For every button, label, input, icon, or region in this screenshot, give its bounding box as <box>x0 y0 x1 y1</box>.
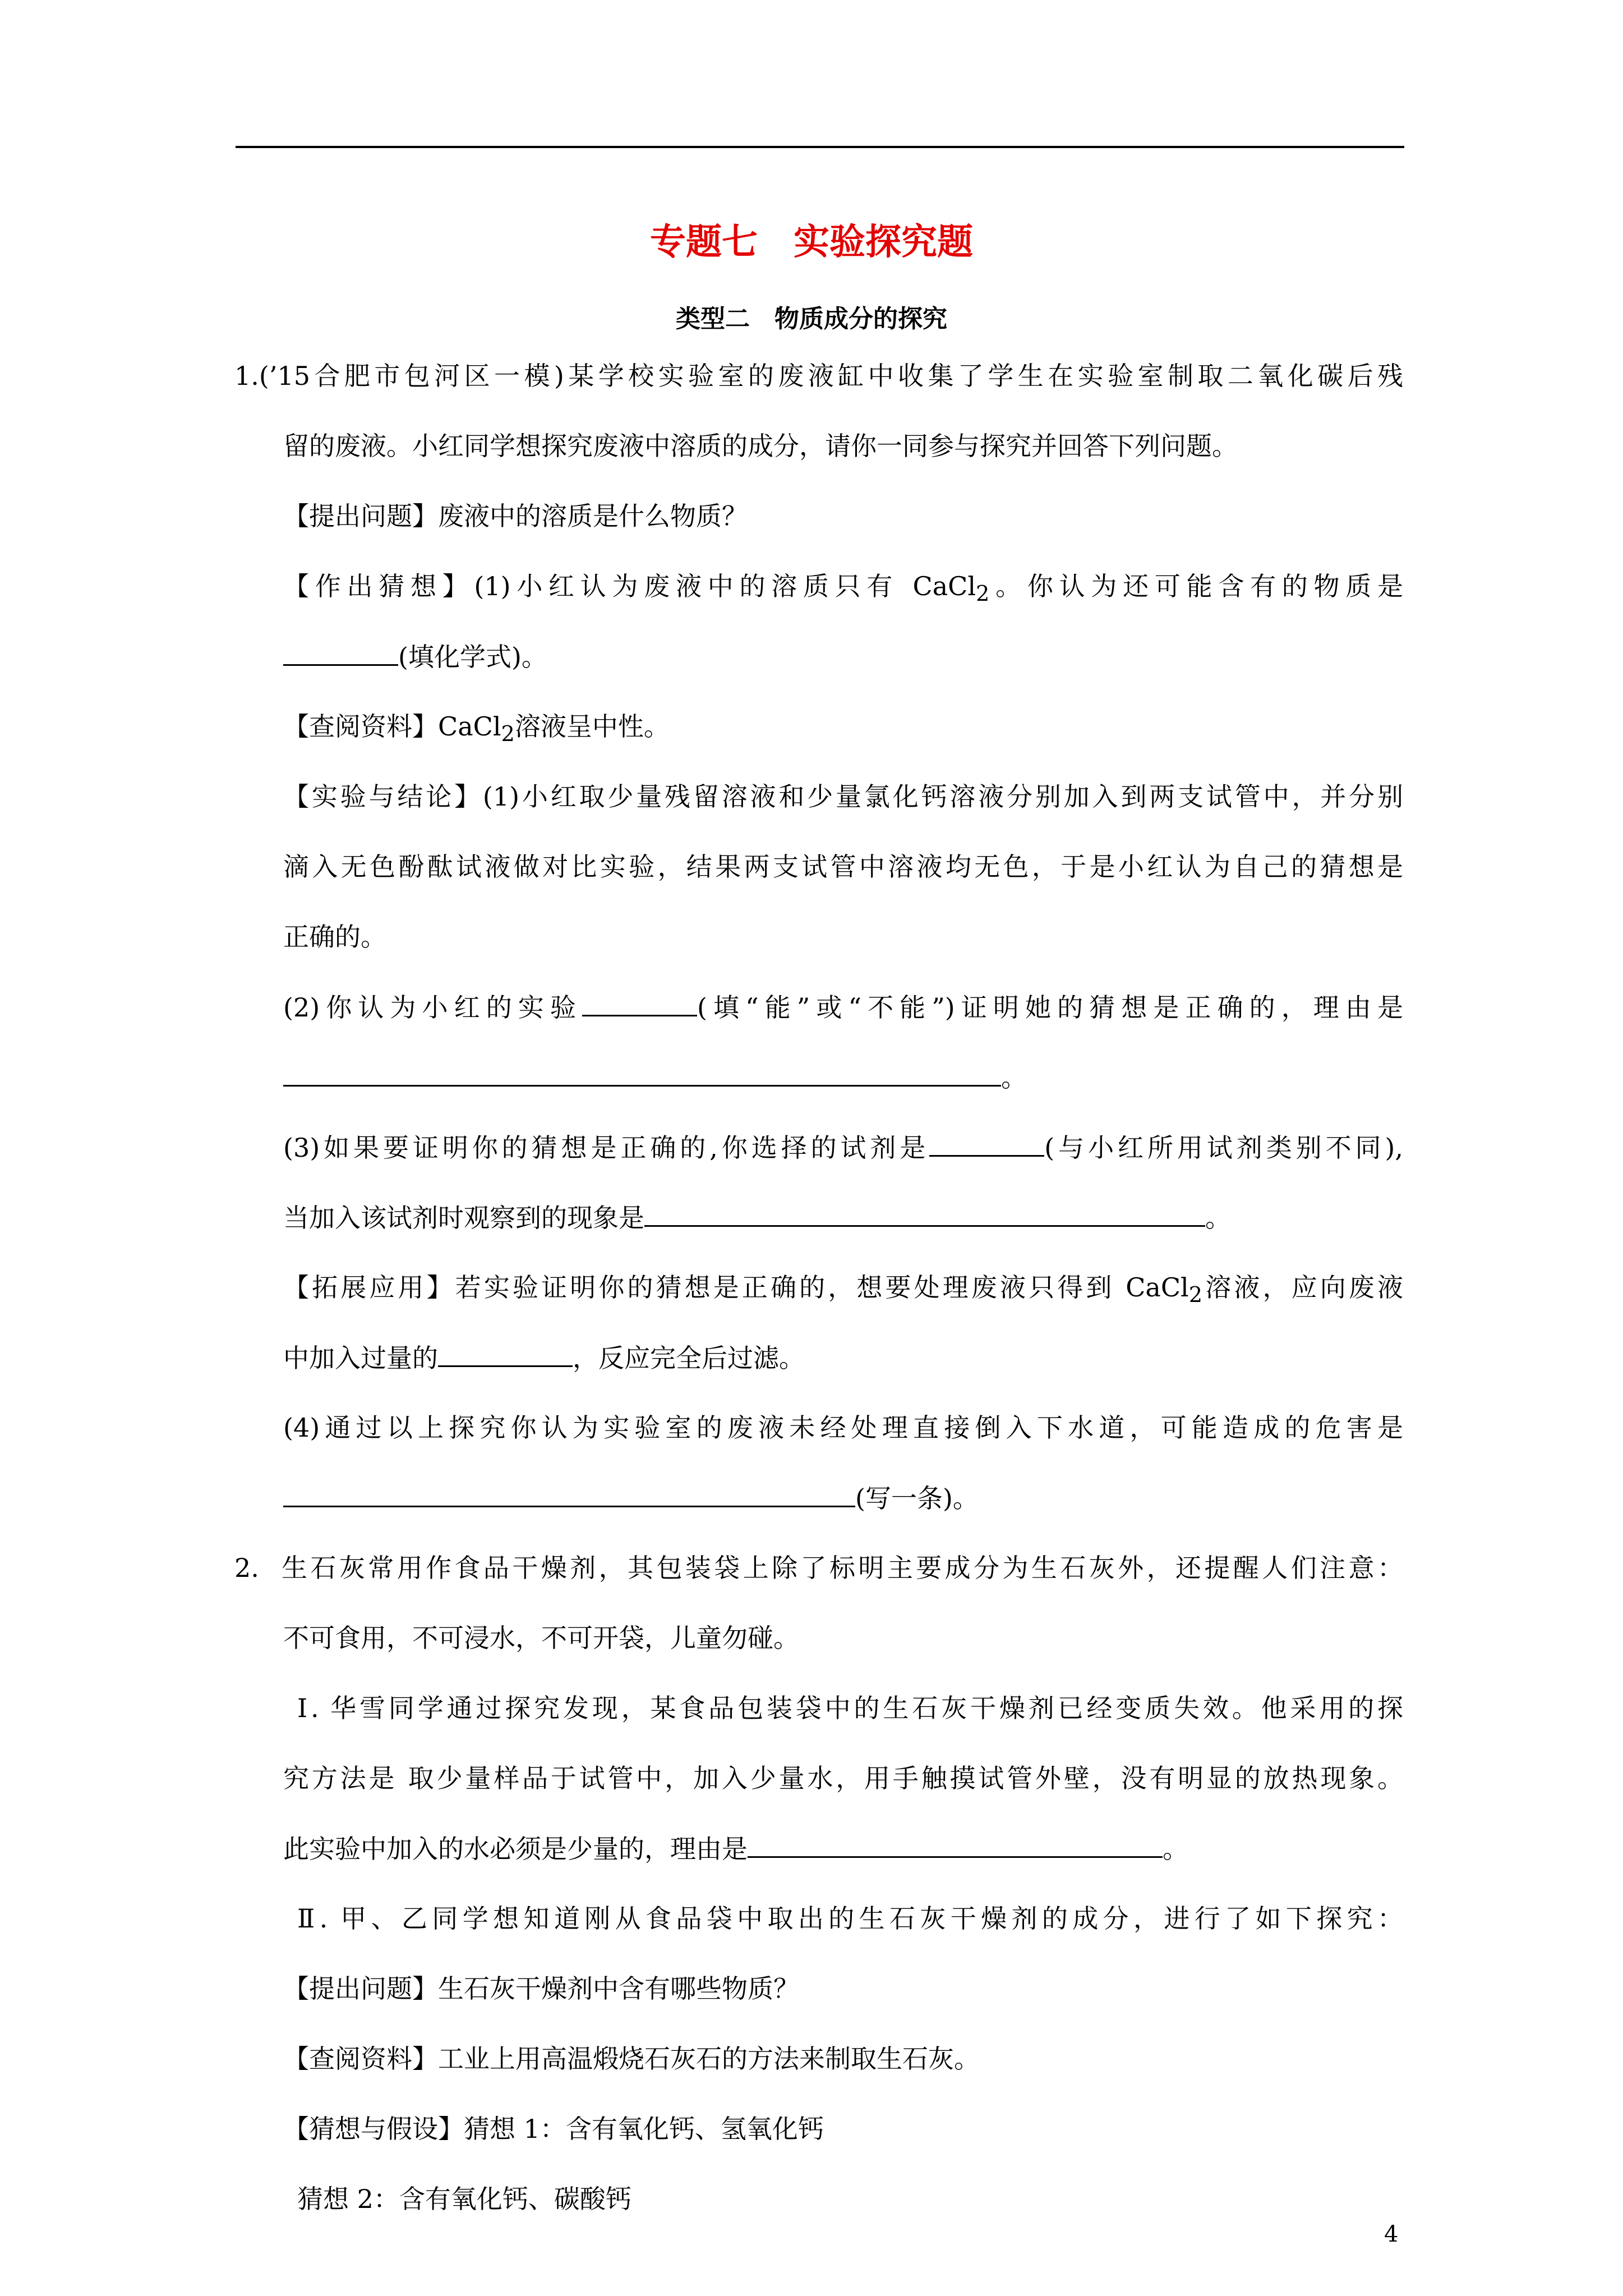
q1-line-17-text: (写一条)。 <box>855 1483 979 1513</box>
q1-line-1: 1.(’15合肥市包河区一模)某学校实验室的废液缸中收集了学生在实验室制取二氧化碳后残 <box>234 361 1403 391</box>
q2-line-7: 【提出问题】生石灰干燥剂中含有哪些物质？ <box>283 1973 799 2004</box>
q2-line-9: 【猜想与假设】猜想 1：含有氧化钙、氢氧化钙 <box>283 2114 824 2144</box>
q1-line-14-b: 溶液，应向废液 <box>1202 1272 1403 1303</box>
q1-line-12-b: (与小红所用试剂类别不同), <box>1044 1133 1404 1163</box>
answer-blank-can-or-cannot[interactable] <box>582 990 697 1016</box>
q1-line-9: 正确的。 <box>283 922 386 952</box>
answer-blank-reason[interactable] <box>283 1060 1001 1087</box>
q1-line-7: 【实验与结论】(1)小红取少量残留溶液和少量氯化钙溶液分别加入到两支试管中，并分别 <box>283 781 1403 812</box>
q1-line-10 <box>283 990 1403 1024</box>
q1-line-4-b: 。你认为还可能含有的物质是 <box>989 571 1404 601</box>
q1-line-11 <box>283 1060 1027 1094</box>
q2-line-3: Ⅰ. 华雪同学通过探究发现，某食品包装袋中的生石灰干燥剂已经变质失效。他采用的探 <box>297 1693 1403 1723</box>
answer-blank-water-reason[interactable] <box>748 1832 1163 1858</box>
q1-line-4-a: 【作出猜想】(1)小红认为废液中的溶质只有 CaCl <box>283 571 976 601</box>
q1-line-15-a: 中加入过量的 <box>283 1343 438 1373</box>
q1-line-16: (4)通过以上探究你认为实验室的废液未经处理直接倒入下水道，可能造成的危害是 <box>283 1412 1403 1443</box>
answer-blank-phenomenon[interactable] <box>644 1200 1205 1227</box>
q2-line-8: 【查阅资料】工业上用高温煅烧石灰石的方法来制取生石灰。 <box>283 2044 980 2074</box>
q2-line-1: 2. 生石灰常用作食品干燥剂，其包装袋上除了标明主要成分为生石灰外，还提醒人们注意： <box>234 1553 1403 1583</box>
q1-line-17 <box>283 1481 979 1515</box>
q1-line-6-sub: 2 <box>501 721 515 747</box>
q1-line-12-a: (3)如果要证明你的猜想是正确的,你选择的试剂是 <box>283 1133 930 1163</box>
q2-line-6: Ⅱ. 甲、乙同学想知道刚从食品袋中取出的生石灰干燥剂的成分，进行了如下探究： <box>297 1903 1403 1934</box>
q1-line-4 <box>283 569 1403 611</box>
q1-line-12 <box>283 1130 1403 1165</box>
q1-line-8: 滴入无色酚酞试液做对比实验，结果两支试管中溶液均无色，于是小红认为自己的猜想是 <box>283 852 1403 882</box>
q2-line-5-b: 。 <box>1163 1834 1188 1864</box>
q1-line-13-a: 当加入该试剂时观察到的现象是 <box>283 1203 644 1233</box>
q1-line-3: 【提出问题】废液中的溶质是什么物质？ <box>283 501 748 531</box>
q2-line-5-a: 此实验中加入的水必须是少量的，理由是 <box>283 1834 748 1864</box>
q1-line-6-a: 【查阅资料】CaCl <box>283 711 501 742</box>
q1-line-11-end: 。 <box>1001 1062 1027 1093</box>
answer-blank-excess-substance[interactable] <box>438 1341 573 1367</box>
section-subtitle: 类型二 物质成分的探究 <box>676 305 947 333</box>
q1-line-6-b: 溶液呈中性。 <box>514 711 670 742</box>
q2-line-2: 不可食用，不可浸水，不可开袋，儿童勿碰。 <box>283 1623 799 1653</box>
q1-line-6 <box>283 710 670 751</box>
page-title: 专题七 实验探究题 <box>650 221 973 263</box>
q1-line-15 <box>283 1341 805 1375</box>
q1-line-15-b: ，反应完全后过滤。 <box>573 1343 805 1373</box>
q2-line-4: 究方法是 取少量样品于试管中，加入少量水，用手触摸试管外壁，没有明显的放热现象。 <box>283 1763 1403 1793</box>
header-rule <box>236 146 1404 148</box>
q1-line-13-b: 。 <box>1205 1203 1231 1233</box>
q1-line-2: 留的废液。小红同学想探究废液中溶质的成分，请你一同参与探究并回答下列问题。 <box>283 431 1238 461</box>
page-number: 4 <box>1384 2221 1399 2247</box>
answer-blank-hazard[interactable] <box>283 1481 855 1507</box>
q1-line-13 <box>283 1200 1231 1235</box>
q1-line-14 <box>283 1271 1403 1312</box>
answer-blank-formula[interactable] <box>283 639 398 666</box>
q2-line-5 <box>283 1832 1188 1866</box>
q1-line-14-a: 【拓展应用】若实验证明你的猜想是正确的，想要处理废液只得到 CaCl <box>283 1272 1189 1303</box>
q1-line-5-text: (填化学式)。 <box>398 642 547 672</box>
q1-line-10-b: (填“能”或“不能”)证明她的猜想是正确的，理由是 <box>697 992 1403 1023</box>
q1-line-14-sub: 2 <box>1188 1282 1203 1308</box>
q1-line-10-a: (2)你认为小红的实验 <box>283 992 582 1023</box>
q1-line-4-sub: 2 <box>976 581 990 607</box>
answer-blank-reagent[interactable] <box>929 1130 1044 1157</box>
q1-line-5 <box>283 639 547 674</box>
q2-line-10: 猜想 2：含有氧化钙、碳酸钙 <box>297 2184 631 2214</box>
